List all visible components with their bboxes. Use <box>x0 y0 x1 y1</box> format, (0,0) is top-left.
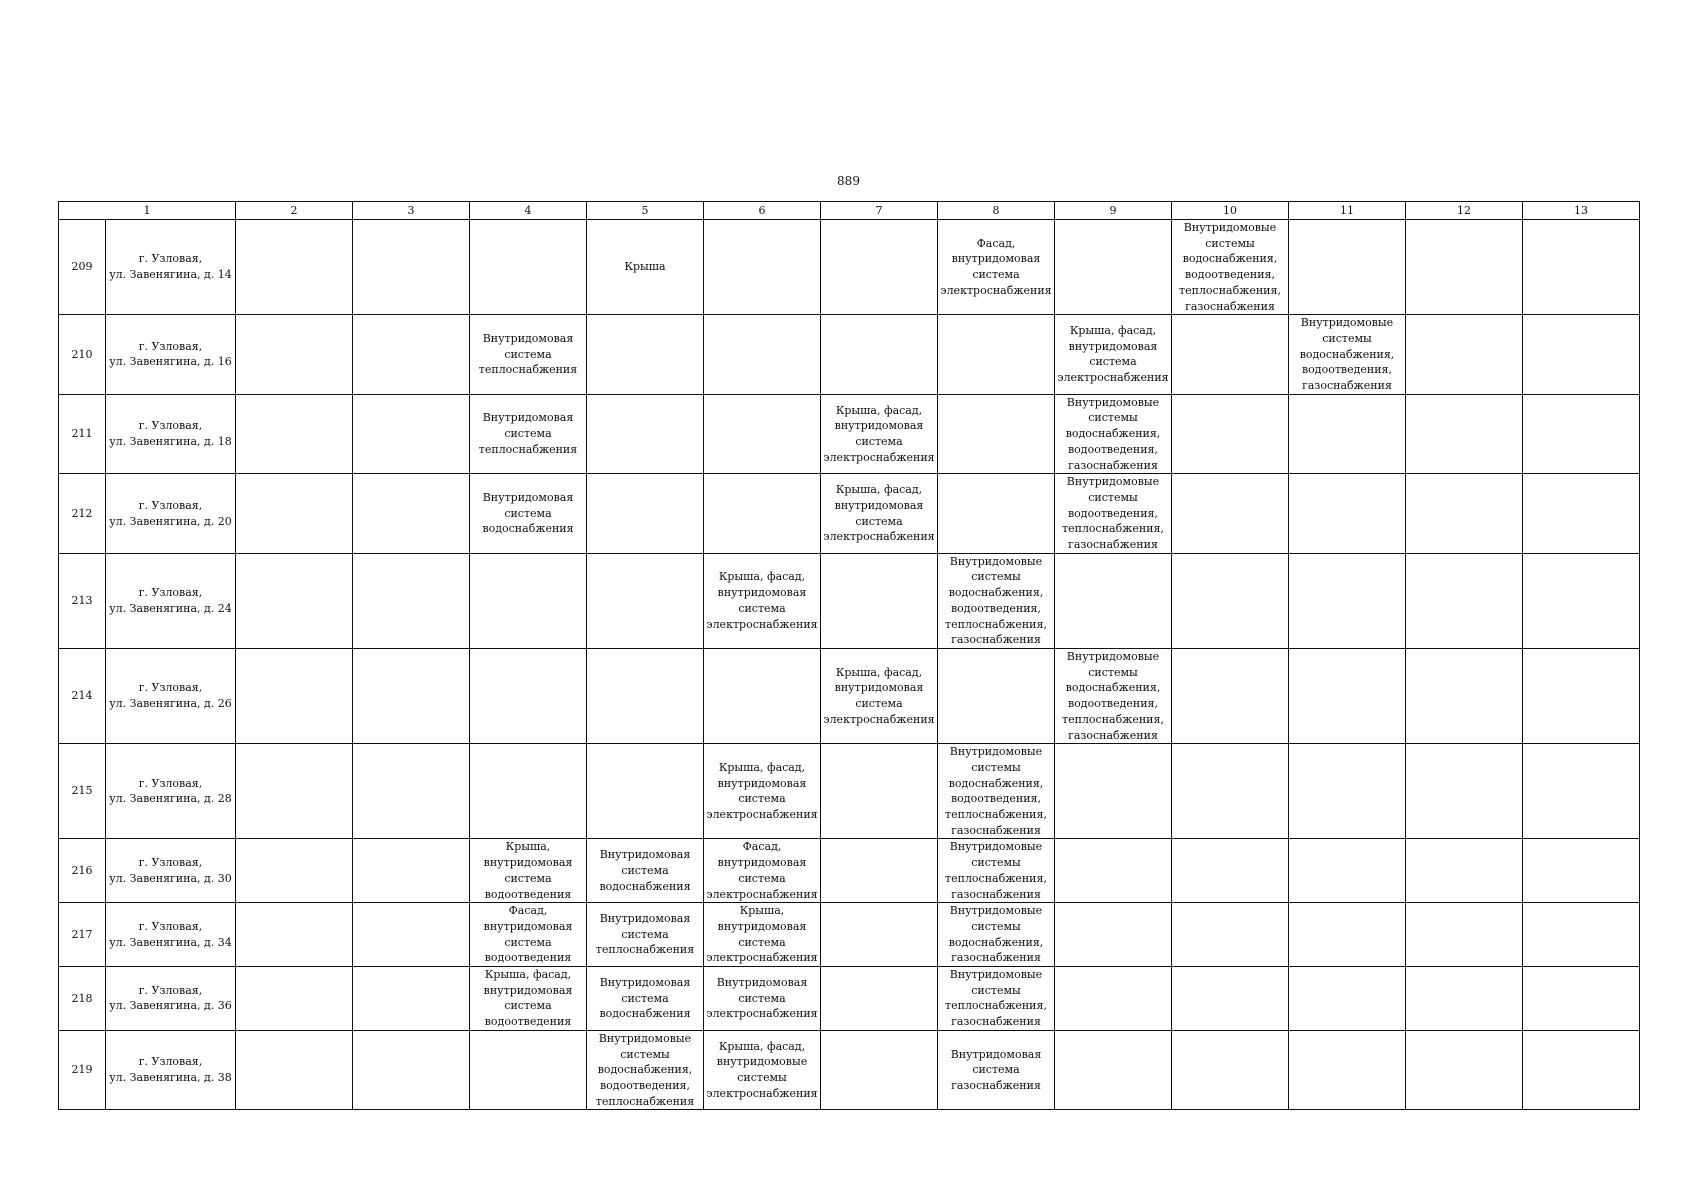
cell-text: Внутридомовые системы водоотведения, теплоснабжения, газоснабжения <box>1062 475 1164 552</box>
address-text: г. Узловая, ул. Завенягина, д. 14 <box>109 252 232 282</box>
table-cell <box>1055 903 1172 967</box>
table-row <box>59 315 1640 395</box>
table-cell <box>1172 744 1289 839</box>
table-cell <box>1055 839 1172 903</box>
address-cell <box>106 839 236 903</box>
table-cell <box>938 474 1055 554</box>
cell-text: Крыша, фасад, внутридомовая система электроснабжения <box>823 665 935 726</box>
table-cell <box>236 553 353 648</box>
table-row <box>59 903 1640 967</box>
table-cell <box>938 903 1055 967</box>
table-cell <box>587 1030 704 1110</box>
column-header: 9 <box>1055 202 1172 220</box>
row-number: 215 <box>59 744 106 839</box>
cell-text: Внутридомовая система водоснабжения <box>482 490 574 536</box>
table-cell <box>236 839 353 903</box>
table-cell <box>587 220 704 315</box>
table-cell <box>1289 903 1406 967</box>
table-cell <box>353 1030 470 1110</box>
table-cell <box>1289 967 1406 1031</box>
table-cell <box>1406 903 1523 967</box>
table-cell <box>236 220 353 315</box>
row-number: 209 <box>59 220 106 315</box>
table-cell <box>1523 967 1640 1031</box>
table-cell <box>1406 1030 1523 1110</box>
table-cell <box>1523 474 1640 554</box>
table-row <box>59 967 1640 1031</box>
table-cell <box>587 839 704 903</box>
table-cell <box>1523 839 1640 903</box>
table-cell <box>1523 648 1640 743</box>
table-cell <box>704 220 821 315</box>
table-cell <box>353 648 470 743</box>
table-cell <box>470 903 587 967</box>
table-cell <box>587 648 704 743</box>
column-header: 2 <box>236 202 353 220</box>
address-text: г. Узловая, ул. Завенягина, д. 16 <box>109 339 232 369</box>
table-cell <box>587 474 704 554</box>
address-text: г. Узловая, ул. Завенягина, д. 26 <box>109 681 232 711</box>
table-cell <box>470 315 587 395</box>
table-row <box>59 474 1640 554</box>
column-header: 4 <box>470 202 587 220</box>
column-header: 1 <box>59 202 236 220</box>
table-cell <box>704 648 821 743</box>
address-text: г. Узловая, ул. Завенягина, д. 30 <box>109 856 232 885</box>
table-cell <box>821 394 938 474</box>
table-cell <box>1055 967 1172 1031</box>
table-cell <box>1523 903 1640 967</box>
table-cell <box>1406 744 1523 839</box>
table-cell <box>1055 553 1172 648</box>
table-cell <box>353 553 470 648</box>
cell-text: Внутридомовая система водоснабжения <box>599 975 691 1021</box>
column-header: 10 <box>1172 202 1289 220</box>
table-cell <box>1289 1030 1406 1110</box>
cell-text: Крыша, внутридомовая система электроснабжения <box>706 904 818 965</box>
cell-text: Внутридомовая система газоснабжения <box>950 1047 1042 1092</box>
address-cell <box>106 474 236 554</box>
cell-text: Внутридомовые системы водоснабжения, водоотведения, теплоснабжения <box>595 1031 695 1108</box>
table-cell <box>704 903 821 967</box>
cell-text: Внутридомовая система теплоснабжения <box>478 331 578 377</box>
cell-text: Внутридомовые системы теплоснабжения, газоснабжения <box>945 840 1047 901</box>
table-cell <box>1289 394 1406 474</box>
cell-text: Внутридомовые системы водоснабжения, водоотведения, теплоснабжения, газоснабжения <box>945 554 1047 647</box>
cell-text: Крыша, внутридомовая система водоотведения <box>483 840 573 901</box>
table-cell <box>821 967 938 1031</box>
table-cell <box>1055 474 1172 554</box>
column-header: 8 <box>938 202 1055 220</box>
table-cell <box>353 744 470 839</box>
table-cell <box>470 553 587 648</box>
table-cell <box>236 394 353 474</box>
table-cell <box>938 315 1055 395</box>
table-cell <box>236 967 353 1031</box>
table-cell <box>470 394 587 474</box>
table-cell <box>938 648 1055 743</box>
table-cell <box>1289 553 1406 648</box>
table-cell <box>1523 1030 1640 1110</box>
cell-text: Фасад, внутридомовая система водоотведения <box>483 904 573 965</box>
table-row <box>59 553 1640 648</box>
table-cell <box>1406 474 1523 554</box>
table-cell <box>938 220 1055 315</box>
table-cell <box>587 967 704 1031</box>
table-cell <box>704 839 821 903</box>
address-text: г. Узловая, ул. Завенягина, д. 28 <box>109 776 232 806</box>
table-cell <box>1289 744 1406 839</box>
table-cell <box>353 220 470 315</box>
table-row <box>59 220 1640 315</box>
cell-text: Фасад, внутридомовая система электроснабжения <box>706 840 818 901</box>
cell-text: Внутридомовые системы водоснабжения, водоотведения, теплоснабжения, газоснабжения <box>1179 221 1281 313</box>
row-number: 210 <box>59 315 106 395</box>
table-cell <box>1172 474 1289 554</box>
table-cell <box>1406 648 1523 743</box>
table-cell <box>1172 394 1289 474</box>
row-number: 217 <box>59 903 106 967</box>
table-cell <box>1172 553 1289 648</box>
row-number: 216 <box>59 839 106 903</box>
table-cell <box>587 744 704 839</box>
cell-text: Внутридомовые системы водоснабжения, водоотведения, газоснабжения <box>1299 316 1395 393</box>
table-cell <box>353 839 470 903</box>
table-cell <box>1406 220 1523 315</box>
cell-text: Крыша, фасад, внутридомовая система электроснабжения <box>1057 324 1169 385</box>
row-number: 214 <box>59 648 106 743</box>
table-cell <box>704 744 821 839</box>
address-cell <box>106 315 236 395</box>
row-number: 213 <box>59 553 106 648</box>
table-cell <box>1172 220 1289 315</box>
address-cell <box>106 903 236 967</box>
cell-text: Крыша, фасад, внутридомовая система электроснабжения <box>823 483 935 544</box>
table-cell <box>1406 839 1523 903</box>
table-cell <box>704 474 821 554</box>
table-cell <box>1523 553 1640 648</box>
row-number: 212 <box>59 474 106 554</box>
table-cell <box>470 474 587 554</box>
cell-text: Внутридомовые системы теплоснабжения, газоснабжения <box>945 968 1047 1029</box>
address-text: г. Узловая, ул. Завенягина, д. 18 <box>109 419 232 448</box>
row-number: 211 <box>59 394 106 474</box>
works-table <box>58 201 1640 1110</box>
table-cell <box>236 315 353 395</box>
table-cell <box>236 648 353 743</box>
cell-text: Крыша, фасад, внутридомовая система электроснабжения <box>706 570 818 631</box>
table-cell <box>821 839 938 903</box>
column-header: 6 <box>704 202 821 220</box>
table-cell <box>470 220 587 315</box>
table-cell <box>821 553 938 648</box>
column-header: 3 <box>353 202 470 220</box>
cell-text: Внутридомовые системы водоснабжения, водоотведения, газоснабжения <box>1065 395 1161 472</box>
table-cell <box>1055 1030 1172 1110</box>
row-number: 219 <box>59 1030 106 1110</box>
table-cell <box>587 394 704 474</box>
address-cell <box>106 394 236 474</box>
table-cell <box>1523 394 1640 474</box>
table-cell <box>1055 315 1172 395</box>
table-row <box>59 839 1640 903</box>
table-cell <box>821 648 938 743</box>
table-cell <box>1289 315 1406 395</box>
table-cell <box>1289 474 1406 554</box>
cell-text: Внутридомовые системы водоснабжения, водоотведения, теплоснабжения, газоснабжения <box>945 745 1047 837</box>
table-cell <box>1289 839 1406 903</box>
cell-text: Внутридомовая система электроснабжения <box>706 975 818 1021</box>
table-cell <box>470 839 587 903</box>
table-cell <box>353 474 470 554</box>
table-cell <box>938 1030 1055 1110</box>
table-cell <box>821 1030 938 1110</box>
cell-text: Внутридомовая система водоснабжения <box>599 848 691 893</box>
table-cell <box>938 744 1055 839</box>
table-cell <box>1172 648 1289 743</box>
cell-text: Внутридомовые системы водоснабжения, водоотведения, теплоснабжения, газоснабжения <box>1062 649 1164 742</box>
row-number: 218 <box>59 967 106 1031</box>
cell-text: Крыша, фасад, внутридомовые системы электроснабжения <box>706 1039 818 1100</box>
table-row <box>59 394 1640 474</box>
table-cell <box>353 315 470 395</box>
table-cell <box>1406 315 1523 395</box>
table-cell <box>938 553 1055 648</box>
address-cell <box>106 744 236 839</box>
table-cell <box>704 315 821 395</box>
address-text: г. Узловая, ул. Завенягина, д. 36 <box>109 983 232 1013</box>
cell-text: Крыша, фасад, внутридомовая система электроснабжения <box>823 403 935 464</box>
table-cell <box>821 474 938 554</box>
table-cell <box>821 903 938 967</box>
table-cell <box>821 220 938 315</box>
cell-text: Крыша, фасад, внутридомовая система водоотведения <box>483 968 573 1029</box>
table-cell <box>1406 394 1523 474</box>
address-text: г. Узловая, ул. Завенягина, д. 20 <box>109 498 232 528</box>
table-cell <box>1055 648 1172 743</box>
cell-text: Внутридомовые системы водоснабжения, газоснабжения <box>948 904 1044 965</box>
table-cell <box>1055 394 1172 474</box>
table-cell <box>1289 648 1406 743</box>
table-cell <box>938 839 1055 903</box>
table-cell <box>470 648 587 743</box>
table-cell <box>1172 1030 1289 1110</box>
column-header: 7 <box>821 202 938 220</box>
table-cell <box>470 744 587 839</box>
address-text: г. Узловая, ул. Завенягина, д. 34 <box>109 919 232 949</box>
address-cell <box>106 648 236 743</box>
address-cell <box>106 220 236 315</box>
address-cell <box>106 1030 236 1110</box>
cell-text: Внутридомовая система теплоснабжения <box>595 912 695 957</box>
address-text: г. Узловая, ул. Завенягина, д. 38 <box>109 1055 232 1085</box>
column-header: 5 <box>587 202 704 220</box>
table-cell <box>1406 967 1523 1031</box>
table-cell <box>236 744 353 839</box>
table-cell <box>1289 220 1406 315</box>
table-cell <box>587 315 704 395</box>
table-cell <box>587 903 704 967</box>
table-cell <box>587 553 704 648</box>
table-cell <box>1055 220 1172 315</box>
cell-text: Крыша <box>624 260 666 274</box>
table-cell <box>938 394 1055 474</box>
table-cell <box>821 315 938 395</box>
table-row <box>59 648 1640 743</box>
table-cell <box>353 394 470 474</box>
table-cell <box>1406 553 1523 648</box>
table-cell <box>821 744 938 839</box>
address-cell <box>106 553 236 648</box>
cell-text: Фасад, внутридомовая система электроснабжения <box>940 236 1052 297</box>
address-text: г. Узловая, ул. Завенягина, д. 24 <box>109 586 232 615</box>
table-cell <box>353 903 470 967</box>
table-cell <box>1523 315 1640 395</box>
table-cell <box>1055 744 1172 839</box>
table-cell <box>1172 839 1289 903</box>
table-cell <box>938 967 1055 1031</box>
table-cell <box>1523 220 1640 315</box>
cell-text: Внутридомовая система теплоснабжения <box>478 411 578 456</box>
table-row <box>59 1030 1640 1110</box>
table-cell <box>704 1030 821 1110</box>
header-row <box>59 202 1640 220</box>
table-cell <box>470 967 587 1031</box>
cell-text: Крыша, фасад, внутридомовая система электроснабжения <box>706 760 818 822</box>
table-cell <box>704 394 821 474</box>
table-cell <box>1172 903 1289 967</box>
column-header: 11 <box>1289 202 1406 220</box>
column-header: 13 <box>1523 202 1640 220</box>
table-row <box>59 744 1640 839</box>
page-number: 889 <box>837 174 860 188</box>
table-cell <box>236 903 353 967</box>
table-cell <box>236 474 353 554</box>
table-cell <box>236 1030 353 1110</box>
table-cell <box>1172 315 1289 395</box>
table-cell <box>704 553 821 648</box>
table-cell <box>1172 967 1289 1031</box>
table-cell <box>353 967 470 1031</box>
column-header: 12 <box>1406 202 1523 220</box>
table-cell <box>704 967 821 1031</box>
table-cell <box>1523 744 1640 839</box>
table-cell <box>470 1030 587 1110</box>
address-cell <box>106 967 236 1031</box>
